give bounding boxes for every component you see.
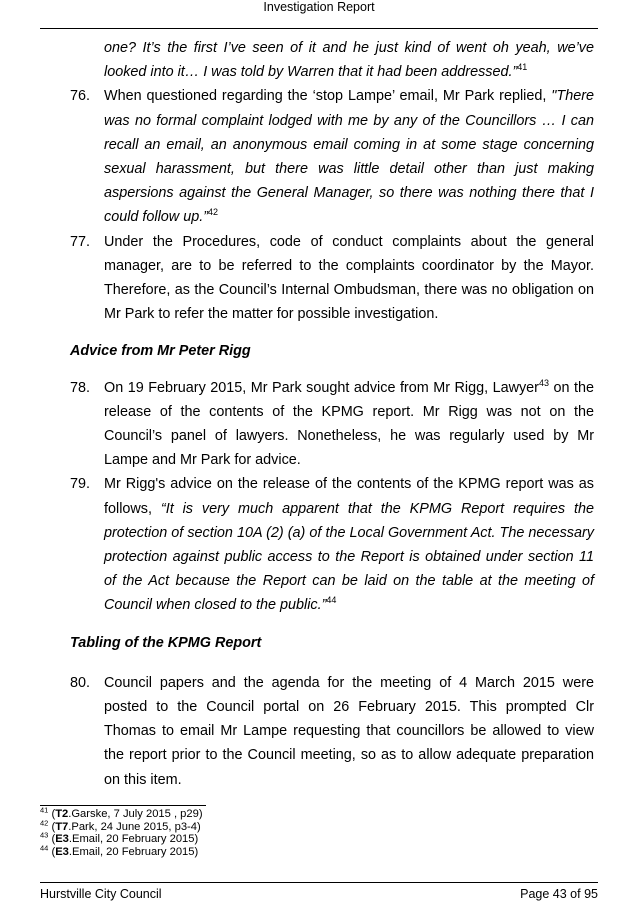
footnote-text: .Email, 20 February 2015) <box>68 833 199 846</box>
page-number: Page 43 of 95 <box>520 887 598 901</box>
paragraph-80 <box>70 671 594 792</box>
footnote-ref-41[interactable]: 41 <box>517 62 528 73</box>
footnote-code: E3 <box>55 845 69 858</box>
footnote-text: .Email, 20 February 2015) <box>68 845 199 858</box>
continued-quote <box>104 36 594 84</box>
footnote-41: $^{41}$ (T2.Garske, 7 July 2015 , p29) <box>40 805 203 820</box>
paragraph-text: On 19 February 2015, Mr Park sought advice from Mr Rigg, Lawyer <box>104 379 539 396</box>
header-rule <box>40 28 598 29</box>
footnote-44: $^{44}$ (E3.Email, 20 February 2015) <box>40 843 199 858</box>
quoted-text: “It is very much apparent that the KPMG Report requires the protection of section 10A (2) (a) of the Local Government Act. The necessary protection against public access to the Report is obtained under section 11 of the Act because the Report can be laid on the table at the meeting of Council when closed to the public.” <box>104 500 594 614</box>
paragraph-text: Mr Rigg's advice on the release of the contents of the KPMG report was as follows, <box>104 476 594 517</box>
paragraph-text: When questioned regarding the ‘stop Lampe’ email, Mr Park replied, <box>104 88 552 105</box>
footnote-separator <box>40 805 206 806</box>
section-heading-tabling: Tabling of the KPMG Report <box>70 634 262 651</box>
paragraph-number: 78. <box>70 379 91 396</box>
footnote-code: E3 <box>55 833 69 846</box>
paragraph-78 <box>70 376 594 473</box>
footnote-number: 42 <box>40 817 49 827</box>
footnote-text: .Park, 24 June 2015, p3-4) <box>68 820 201 833</box>
footnote-text: .Garske, 7 July 2015 , p29) <box>68 808 203 820</box>
paragraph-text-cont: on the release of the contents of the KPMG report. Mr Rigg was not on the Council’s panel of lawyers. Nonetheless, he was regularly used by Mr Lampe and Mr Park for advice. <box>104 379 595 469</box>
quoted-text: "There was no formal complaint lodged with me by any of the Councillors … I can recall an email, an anonymous email coming in at some stage concerning sexual harassment, but there was little detail other than just making aspersions against the General Manager, so there was nothing there that I could follow up.” <box>104 88 594 226</box>
footnote-ref-44[interactable]: 44 <box>326 595 337 606</box>
paragraph-number: 77. <box>70 233 91 250</box>
paragraph-76 <box>70 84 594 229</box>
footnote-ref-43[interactable]: 43 <box>538 377 549 388</box>
continued-quote-text: one? It’s the first I’ve seen of it and he just kind of went oh yeah, we’ve looked into it… I was told by Warren that it had been addressed.” <box>104 40 594 81</box>
paragraph-number: 76. <box>70 88 91 105</box>
section-heading-advice: Advice from Mr Peter Rigg <box>70 343 251 360</box>
paragraph-number: 80. <box>70 674 91 691</box>
paragraph-77 <box>70 230 594 327</box>
footnotes <box>40 805 203 858</box>
footnote-ref-42[interactable]: 42 <box>208 207 219 218</box>
footnote-42: $^{42}$ (T7.Park, 24 June 2015, p3-4) <box>40 817 201 833</box>
report-body <box>70 36 594 792</box>
footnote-number: 41 <box>40 805 49 815</box>
footnote-code: T2 <box>55 808 69 820</box>
footer-rule <box>40 882 598 883</box>
paragraph-text: Under the Procedures, code of conduct complaints about the general manager, are to be referred to the complaints coordinator by the Mayor. Therefore, as the Council’s Internal Ombudsman, there was no obligation on Mr Park to refer the matter for possible investigation. <box>104 233 594 323</box>
paragraph-text: Council papers and the agenda for the meeting of 4 March 2015 were posted to the Council portal on 26 February 2015. This prompted Clr Thomas to email Mr Lampe requesting that councillors be allowed to view the report prior to the Council meeting, so as to allow adequate preparation on this item. <box>104 674 594 788</box>
footer-organisation: Hurstville City Council <box>40 887 162 901</box>
page-header: Investigation Report <box>263 0 375 14</box>
footnote-43: $^{43}$ (E3.Email, 20 February 2015) <box>40 830 199 846</box>
footnote-code: T7 <box>55 820 69 833</box>
paragraph-number: 79. <box>70 476 91 493</box>
paragraph-79 <box>70 472 594 617</box>
footnote-number: 44 <box>40 843 49 853</box>
footnote-number: 43 <box>40 830 49 840</box>
